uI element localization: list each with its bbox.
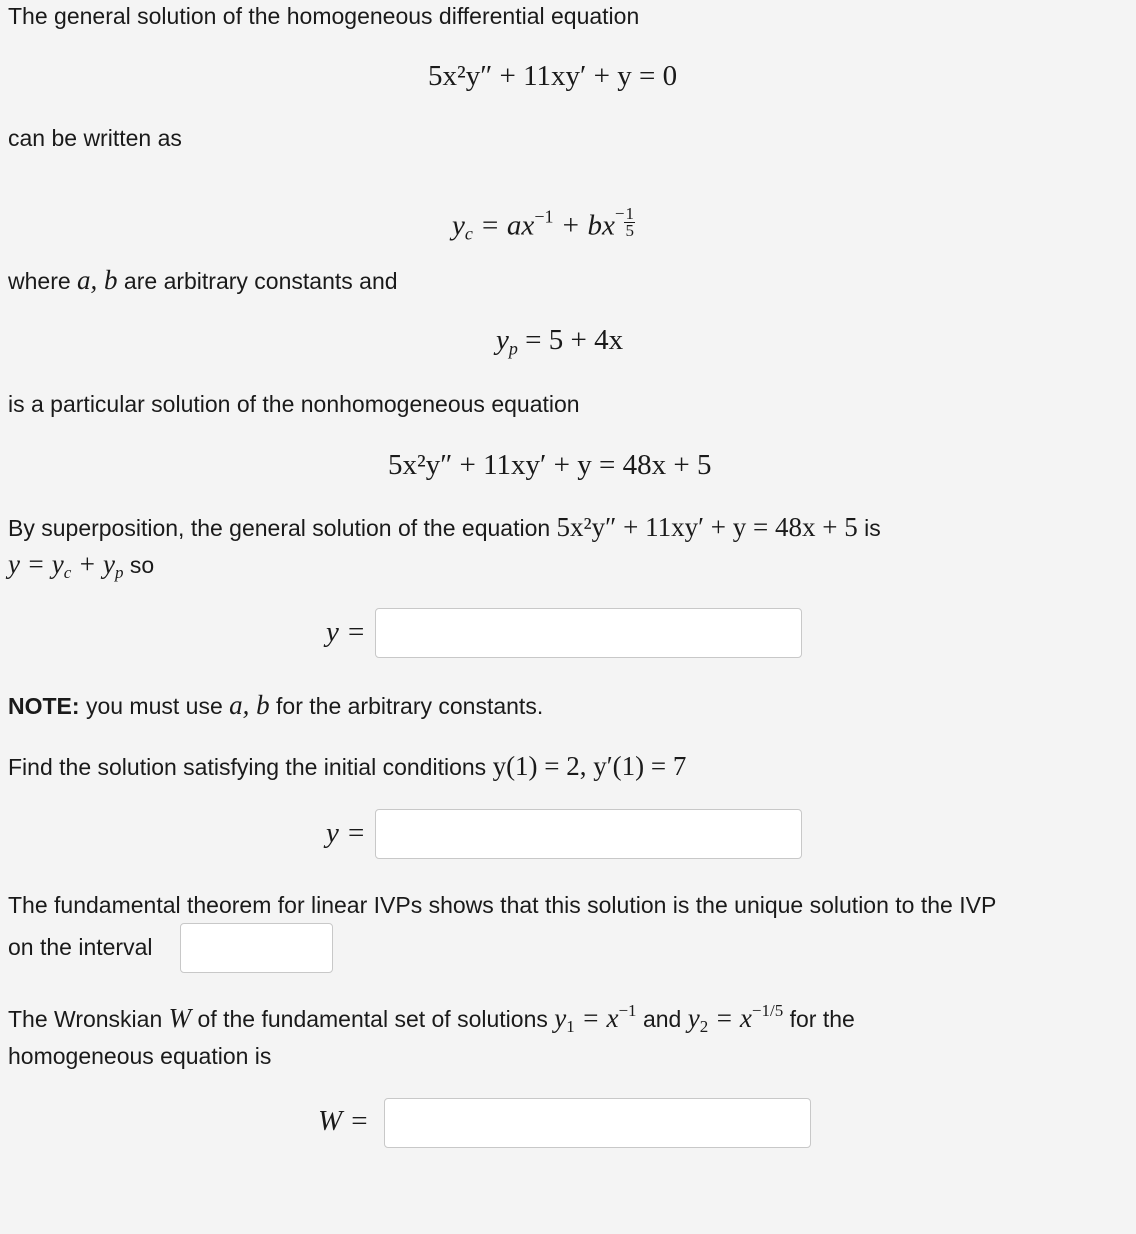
initial-text: Find the solution satisfying the initial conditions (8, 754, 493, 780)
wronskian-line2: homogeneous equation is (8, 1043, 272, 1069)
superposition-sub-p: p (114, 563, 124, 583)
nonhomogeneous-equation: 5x²y″ + 11xy′ + y = 48x + 5 (388, 449, 712, 481)
ivp-solution-input[interactable] (375, 809, 802, 859)
intro-text: The general solution of the homogeneous differential equation (8, 3, 640, 29)
wronskian-line1 (8, 1002, 855, 1035)
initial-conditions-line (8, 750, 686, 783)
constants-after: are arbitrary constants and (117, 268, 398, 294)
yc-exp-a: −1 (534, 206, 554, 227)
initial-conditions: y(1) = 2, y′(1) = 7 (492, 751, 687, 781)
wronskian-y1-exp: −1 (618, 1000, 637, 1020)
homogeneous-equation: 5x²y″ + 11xy′ + y = 0 (428, 60, 678, 92)
constants-before: where (8, 268, 78, 294)
wronskian-t4: for the (783, 1006, 855, 1032)
wronskian-label (318, 1105, 369, 1138)
note-bold: NOTE: (8, 693, 80, 719)
yc-exp-b-sign: − (614, 204, 625, 223)
general-solution-label-text: y = (326, 616, 366, 648)
particular-solution-label (326, 817, 366, 850)
interval-input[interactable] (180, 923, 333, 973)
yp-equation (496, 322, 623, 358)
superposition-sub-c: c (63, 563, 72, 583)
note-after: for the arbitrary constants. (269, 693, 544, 719)
wronskian-t1: The Wronskian (8, 1006, 169, 1032)
particular-solution-label-text: y = (326, 817, 366, 849)
wronskian-label-text: W = (318, 1105, 369, 1137)
yc-rhs-b: + bx (553, 209, 615, 242)
superposition-plus-y: + y (71, 549, 115, 579)
wronskian-y1-rhs: = x (574, 1003, 619, 1033)
wronskian-t2: of the fundamental set of solutions (191, 1006, 555, 1032)
constants-vars: a, b (77, 265, 118, 295)
note-line (8, 689, 543, 722)
superposition-y: y = y (8, 549, 64, 579)
theorem-line1: The fundamental theorem for linear IVPs shows that this solution is the unique solution to the IVP (8, 892, 997, 918)
yc-exp-num: 1 (625, 204, 634, 223)
superposition-equation: 5x²y″ + 11xy′ + y = 48x + 5 (556, 512, 858, 542)
superposition-line2 (8, 548, 154, 581)
yp-sub: p (508, 338, 518, 359)
note-before: you must use (79, 693, 230, 719)
general-solution-label (326, 616, 366, 649)
particular-text: is a particular solution of the nonhomogeneous equation (8, 391, 580, 417)
theorem-line2: on the interval (8, 934, 153, 960)
wronskian-input[interactable] (384, 1098, 811, 1148)
wronskian-w: W (168, 1003, 192, 1033)
wronskian-t3: and (636, 1006, 688, 1032)
constants-line (8, 264, 398, 297)
yc-exp-fraction (624, 206, 635, 239)
superposition-after: is (857, 515, 881, 541)
superposition-so: so (123, 552, 155, 578)
yp-lhs: y (496, 324, 509, 356)
superposition-before: By superposition, the general solution of the equation (8, 515, 557, 541)
yc-equation (452, 196, 635, 243)
wronskian-y2-sub: 2 (699, 1017, 709, 1037)
wronskian-y1-sub: 1 (566, 1017, 575, 1037)
general-solution-input[interactable] (375, 608, 802, 658)
wronskian-y2: y (687, 1003, 700, 1033)
wronskian-y2-exp: −1/5 (751, 1000, 784, 1020)
superposition-line1 (8, 511, 881, 544)
wronskian-y2-rhs: = x (708, 1003, 752, 1033)
written-as-text: can be written as (8, 125, 182, 151)
yc-sub: c (464, 223, 473, 244)
note-vars: a, b (229, 690, 270, 720)
yc-rhs-a: = ax (480, 209, 535, 242)
yp-rhs: = 5 + 4x (517, 324, 624, 356)
wronskian-y1: y (554, 1003, 567, 1033)
yc-lhs: y (452, 209, 465, 242)
yc-exp-den: 5 (625, 221, 634, 240)
